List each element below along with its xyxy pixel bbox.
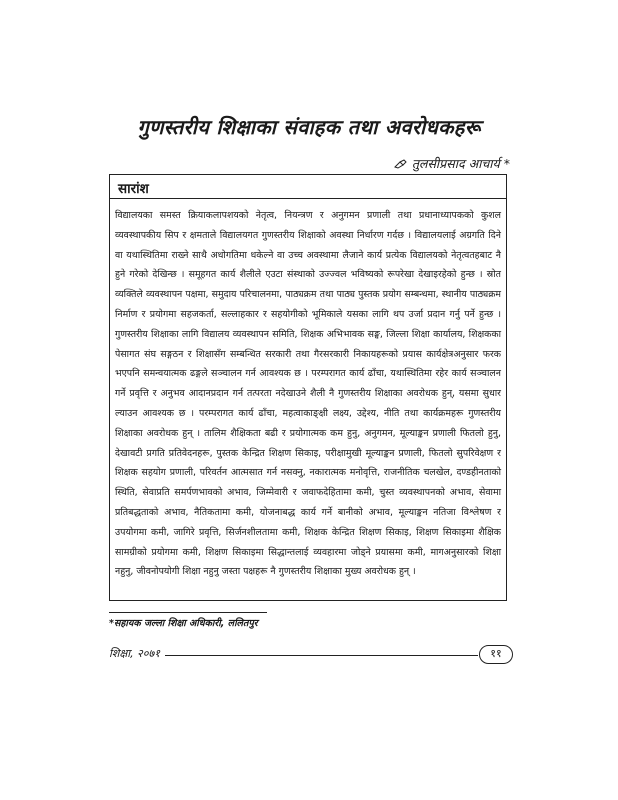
footer-divider — [165, 655, 478, 656]
author-name: तुलसीप्रसाद आचार्य * — [411, 156, 510, 171]
abstract-heading: सारांश — [118, 181, 149, 197]
author-footnote: *सहायक जल्ला शिक्षा अधिकारी, ललितपुर — [109, 618, 258, 629]
abstract-divider — [110, 198, 506, 199]
abstract-body: विद्यालयका समस्त क्रियाकलापशयको नेतृत्व, नियन्त्रण र अनुगमन प्रणाली तथा प्रधानाध्यापकको कुशल व्यवस्थापकीय सिप र क्षमताले विद्यालयगत गुणस्तरीय शिक्षाको अवस्था निर्धारण गर्दछ । विद्यालयलाई अग्रगति दिने वा यथास्थितिमा राख्ने साथै अधोगतिमा धकेल्ने वा उच्च अवस्थामा लैजाने कार्य प्रत्येक विद्यालयको नेतृत्वतहबाट नै हुने गरेको देखिन्छ । समूहगत कार्य शैलीले एउटा संस्थाको उज्ज्वल भविष्यको रूपरेखा देखाइरहेको हुन्छ । स्रोत व्यक्तिले व्यवस्थापन पक्षमा, समुदाय परिचालनमा, पाठ्यक्रम तथा पाठ्य पुस्तक प्रयोग सम्बन्धमा, स्थानीय पाठ्यक्रम निर्माण र प्रयोगमा सहजकर्ता, सल्लाहकार र सहयोगीको भूमिकाले यसका लागि थप उर्जा प्रदान गर्नु पर्ने हुन्छ । गुणस्तरीय शिक्षाका लागि विद्यालय व्यवस्थापन समिति, शिक्षक अभिभावक सङ्घ, जिल्ला शिक्षा कार्यालय, शिक्षकका पेसागत संघ सङ्गठन र शिक्षासँग सम्बन्धित सरकारी तथा गैरसरकारी निकायहरूको प्रयास कार्यक्षेत्रअनुसार फरक भएपनि समन्वयात्मक ढङ्गले सञ्चालन गर्न आवश्यक छ । परम्परागत कार्य ढाँचा, यथास्थितिमा रहेर कार्य सञ्चालन गर्ने प्रवृत्ति र अनुभव आदानप्रदान गर्न तत्परता नदेखाउने शैली नै गुणस्तरीय शिक्षाका अवरोधक हुन्, यसमा सुधार ल्याउन आवश्यक छ । परम्परागत कार्य ढाँचा, महत्वाकाङ्क्षी लक्ष्य, उद्देश्य, नीति तथा कार्यक्रमहरू गुणस्तरीय शिक्षाका अवरोधक हुन् । तालिम शैक्षिकता बढी र प्रयोगात्मक कम हुनु, अनुगमन, मूल्याङ्कन प्रणाली फितलो हुनु, देखावटी प्रगति प्रतिवेदनहरू, पुस्तक केन्द्रित शिक्षण सिकाइ, परीक्षामुखी मूल्याङ्कन प्रणाली, फितलो सुपरिवेक्षण र शिक्षक सहयोग प्रणाली, परिवर्तन आत्मसात गर्न नसक्नु, नकारात्मक मनोवृत्ति, राजनीतिक चलखेल, दण्डहीनताको स्थिति, सेवाप्रति समर्पणभावको अभाव, जिम्मेवारी र जवाफदेहितामा कमी, चुस्त व्यवस्थापनको अभाव, सेवामा प्रतिबद्धताको अभाव, नैतिकतामा कमी, योजनाबद्ध कार्य गर्ने बानीको अभाव, मूल्याङ्कन नतिजा विश्लेषण र उपयोगमा कमी, जागिरे प्रवृत्ति, सिर्जनशीलतामा कमी, शिक्षक केन्द्रित शिक्षण सिकाइ, शिक्षण सिकाइमा शैक्षिक सामग्रीको प्रयोगमा कमी, शिक्षण सिकाइमा सिद्धान्तलाई व्यवहारमा जोड्ने प्रयासमा कमी, मागअनुसारको शिक्षा नहुनु, जीवनोपयोगी शिक्षा नहुनु जस्ता पक्षहरू नै गुणस्तरीय शिक्षाका मुख्य अवरोधक हुन् । — [115, 210, 501, 578]
journal-name: शिक्षा, २०७१ — [109, 647, 160, 660]
pen-nib-icon — [394, 159, 408, 169]
abstract-box — [109, 174, 507, 601]
author-line — [394, 155, 510, 172]
page-number: ११ — [479, 645, 513, 664]
footnote-divider — [109, 612, 267, 613]
article-title: गुणस्तरीय शिक्षाका संवाहक तथा अवरोधकहरू — [137, 115, 481, 139]
